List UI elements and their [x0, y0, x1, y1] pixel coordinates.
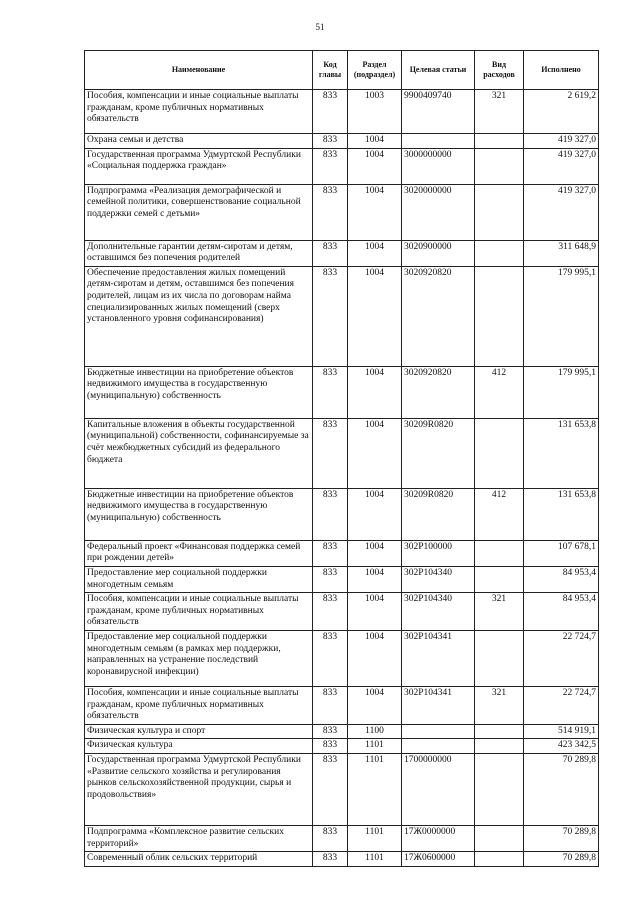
cell-kvr: 321 [475, 90, 524, 134]
header-amount: Исполнено [524, 51, 599, 90]
cell-section: 1004 [348, 630, 402, 686]
cell-name: Предоставление мер социальной поддержки многодетным семьям (в рамках мер поддержки, направленных на устранение последствий коронавирусной инфекции) [85, 630, 313, 686]
cell-amount: 70 289,8 [524, 852, 599, 867]
table-row [85, 686, 599, 724]
cell-article: 9900409740 [402, 90, 475, 134]
cell-kvr [475, 630, 524, 686]
cell-section: 1004 [348, 366, 402, 418]
cell-code: 833 [313, 240, 348, 266]
cell-amount: 311 648,9 [524, 240, 599, 266]
cell-article: 3020920820 [402, 366, 475, 418]
cell-article: 17Ж0600000 [402, 852, 475, 867]
cell-section: 1004 [348, 418, 402, 488]
table-row [85, 540, 599, 566]
header-article: Целевая статьи [402, 51, 475, 90]
cell-kvr [475, 753, 524, 825]
header-kvr: Вид расходов [475, 51, 524, 90]
cell-name: Бюджетные инвестиции на приобретение объектов недвижимого имущества в государственную (муниципальную) собственность [85, 488, 313, 540]
cell-section: 1101 [348, 852, 402, 867]
table-row [85, 630, 599, 686]
cell-amount: 84 953,4 [524, 593, 599, 631]
cell-kvr: 412 [475, 488, 524, 540]
cell-section: 1100 [348, 724, 402, 739]
cell-name: Федеральный проект «Финансовая поддержка семей при рождении детей» [85, 540, 313, 566]
cell-section: 1004 [348, 134, 402, 149]
cell-kvr [475, 266, 524, 366]
cell-kvr [475, 134, 524, 149]
cell-article: 302P100000 [402, 540, 475, 566]
cell-code: 833 [313, 134, 348, 149]
cell-article: 3020000000 [402, 184, 475, 240]
cell-section: 1004 [348, 540, 402, 566]
table-row [85, 184, 599, 240]
cell-section: 1101 [348, 739, 402, 754]
cell-article [402, 724, 475, 739]
cell-kvr [475, 739, 524, 754]
cell-section: 1101 [348, 825, 402, 851]
cell-code: 833 [313, 184, 348, 240]
cell-name: Предоставление мер социальной поддержки многодетным семьям [85, 566, 313, 592]
cell-section: 1004 [348, 184, 402, 240]
cell-amount: 131 653,8 [524, 488, 599, 540]
cell-code: 833 [313, 540, 348, 566]
cell-amount: 419 327,0 [524, 134, 599, 149]
cell-amount: 419 327,0 [524, 184, 599, 240]
cell-name: Государственная программа Удмуртской Республики «Развитие сельского хозяйства и регулирования рынков сельскохозяйственной продукции, сырья и продовольствия» [85, 753, 313, 825]
cell-name: Физическая культура [85, 739, 313, 754]
cell-kvr: 412 [475, 366, 524, 418]
table-row [85, 266, 599, 366]
cell-amount: 22 724,7 [524, 630, 599, 686]
cell-code: 833 [313, 90, 348, 134]
cell-code: 833 [313, 418, 348, 488]
header-code: Код главы [313, 51, 348, 90]
cell-code: 833 [313, 366, 348, 418]
table-row [85, 566, 599, 592]
cell-amount: 131 653,8 [524, 418, 599, 488]
cell-code: 833 [313, 148, 348, 184]
cell-section: 1003 [348, 90, 402, 134]
cell-code: 833 [313, 630, 348, 686]
cell-amount: 107 678,1 [524, 540, 599, 566]
cell-name: Пособия, компенсации и иные социальные выплаты гражданам, кроме публичных нормативных обязательств [85, 90, 313, 134]
cell-code: 833 [313, 266, 348, 366]
cell-code: 833 [313, 488, 348, 540]
header-name: Наименование [85, 51, 313, 90]
cell-name: Капитальные вложения в объекты государственной (муниципальной) собственности, софинансируемые за счёт межбюджетных субсидий из федерального бюджета [85, 418, 313, 488]
cell-amount: 423 342,5 [524, 739, 599, 754]
cell-code: 833 [313, 739, 348, 754]
budget-table [84, 50, 599, 867]
cell-amount: 2 619,2 [524, 90, 599, 134]
cell-amount: 84 953,4 [524, 566, 599, 592]
cell-article: 302P104341 [402, 630, 475, 686]
table-row [85, 488, 599, 540]
cell-section: 1004 [348, 686, 402, 724]
table-row [85, 366, 599, 418]
cell-kvr [475, 148, 524, 184]
cell-amount: 514 919,1 [524, 724, 599, 739]
cell-article [402, 739, 475, 754]
cell-section: 1004 [348, 488, 402, 540]
cell-article: 302P104340 [402, 593, 475, 631]
cell-code: 833 [313, 852, 348, 867]
cell-article: 1700000000 [402, 753, 475, 825]
cell-section: 1004 [348, 593, 402, 631]
cell-name: Государственная программа Удмуртской Республики «Социальная поддержка граждан» [85, 148, 313, 184]
cell-article: 30209R0820 [402, 418, 475, 488]
cell-name: Современный облик сельских территорий [85, 852, 313, 867]
table-row [85, 825, 599, 851]
cell-article: 3020920820 [402, 266, 475, 366]
table-row [85, 90, 599, 134]
cell-amount: 70 289,8 [524, 753, 599, 825]
cell-code: 833 [313, 686, 348, 724]
cell-article: 3020900000 [402, 240, 475, 266]
cell-article: 30209R0820 [402, 488, 475, 540]
table-row [85, 724, 599, 739]
cell-name: Обеспечение предоставления жилых помещений детям-сиротам и детям, оставшимся без попечения родителей, лицам из их числа по договорам найма специализированных жилых помещений (сверх установленного уровня софинансирования) [85, 266, 313, 366]
cell-kvr [475, 724, 524, 739]
table-row [85, 739, 599, 754]
cell-kvr: 321 [475, 593, 524, 631]
cell-article: 17Ж0000000 [402, 825, 475, 851]
cell-kvr [475, 540, 524, 566]
cell-kvr [475, 825, 524, 851]
cell-name: Подпрограмма «Реализация демографической и семейной политики, совершенствование социальной поддержки семей с детьми» [85, 184, 313, 240]
cell-name: Охрана семьи и детства [85, 134, 313, 149]
cell-section: 1004 [348, 266, 402, 366]
table-row [85, 134, 599, 149]
table-header-row [85, 51, 599, 90]
cell-article [402, 134, 475, 149]
cell-code: 833 [313, 825, 348, 851]
cell-name: Бюджетные инвестиции на приобретение объектов недвижимого имущества в государственную (муниципальную) собственность [85, 366, 313, 418]
cell-amount: 179 995,1 [524, 366, 599, 418]
table-row [85, 753, 599, 825]
cell-section: 1004 [348, 566, 402, 592]
cell-code: 833 [313, 566, 348, 592]
cell-article: 302P104340 [402, 566, 475, 592]
cell-amount: 70 289,8 [524, 825, 599, 851]
cell-code: 833 [313, 724, 348, 739]
table-body [85, 90, 599, 867]
cell-section: 1004 [348, 240, 402, 266]
cell-kvr [475, 852, 524, 867]
page-number: 51 [315, 22, 325, 32]
cell-name: Пособия, компенсации и иные социальные выплаты гражданам, кроме публичных нормативных обязательств [85, 593, 313, 631]
cell-amount: 22 724,7 [524, 686, 599, 724]
cell-article: 302P104341 [402, 686, 475, 724]
cell-code: 833 [313, 753, 348, 825]
cell-name: Подпрограмма «Комплексное развитие сельских территорий» [85, 825, 313, 851]
cell-kvr [475, 418, 524, 488]
cell-kvr: 321 [475, 686, 524, 724]
cell-kvr [475, 184, 524, 240]
table-row [85, 148, 599, 184]
cell-code: 833 [313, 593, 348, 631]
cell-amount: 179 995,1 [524, 266, 599, 366]
table-row [85, 852, 599, 867]
cell-name: Физическая культура и спорт [85, 724, 313, 739]
table-row [85, 418, 599, 488]
header-section: Раздел (подраздел) [348, 51, 402, 90]
cell-name: Дополнительные гарантии детям-сиротам и детям, оставшимся без попечения родителей [85, 240, 313, 266]
cell-kvr [475, 566, 524, 592]
cell-amount: 419 327,0 [524, 148, 599, 184]
cell-section: 1101 [348, 753, 402, 825]
cell-section: 1004 [348, 148, 402, 184]
cell-name: Пособия, компенсации и иные социальные выплаты гражданам, кроме публичных нормативных обязательств [85, 686, 313, 724]
cell-article: 3000000000 [402, 148, 475, 184]
table-row [85, 593, 599, 631]
cell-kvr [475, 240, 524, 266]
table-row [85, 240, 599, 266]
